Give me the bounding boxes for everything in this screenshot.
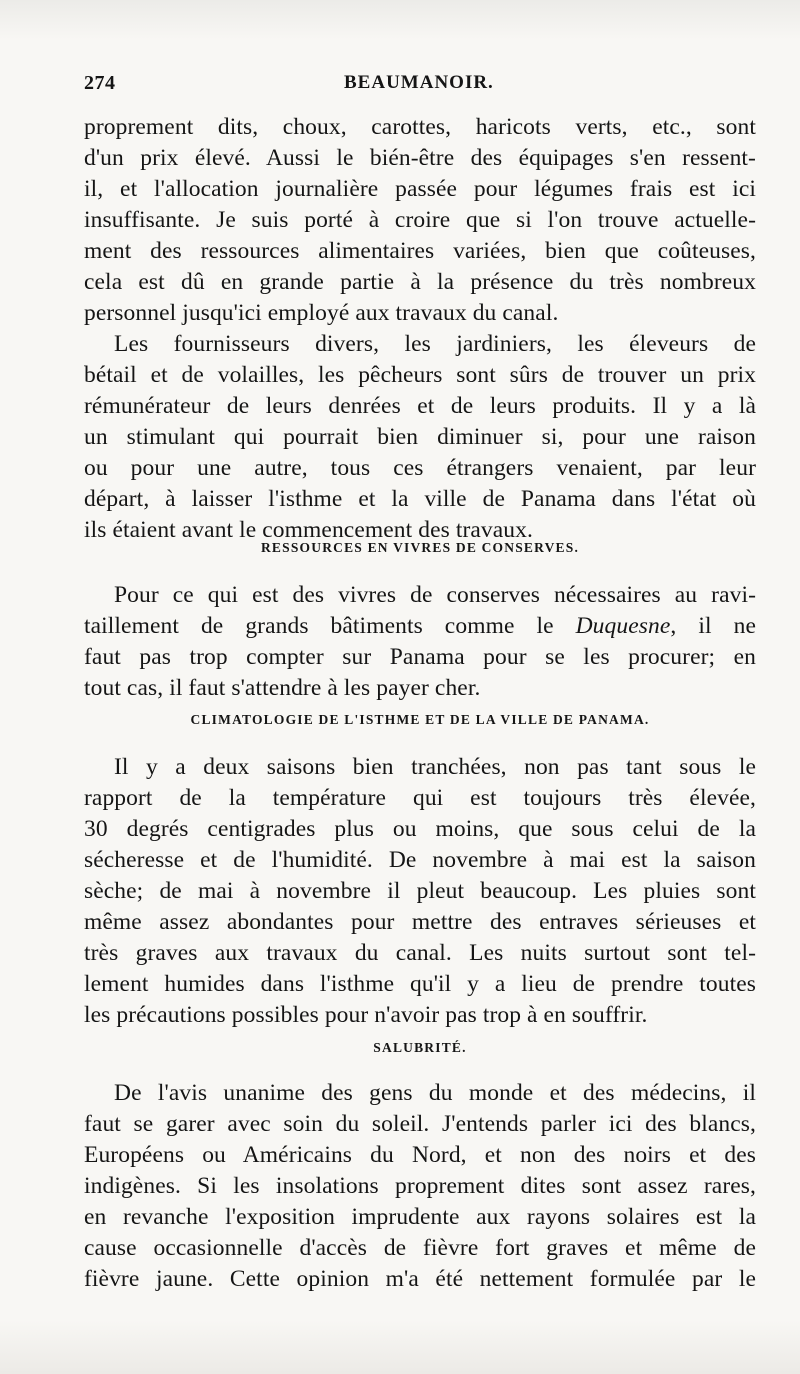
page-header bbox=[84, 72, 756, 100]
text-line: rémunérateur de leurs denrées et de leurs produits. Il y a là bbox=[84, 393, 756, 419]
text-line: faut pas trop compter sur Panama pour se les procurer; en bbox=[84, 644, 756, 670]
paragraph-5 bbox=[84, 1078, 756, 1295]
text-line: d'un prix élevé. Aussi le bién-être des équipages s'en ressent- bbox=[84, 145, 756, 171]
text-line: sécheresse et de l'humidité. De novembre à mai est la saison bbox=[84, 847, 756, 873]
paragraph-3 bbox=[84, 580, 756, 704]
text-line: ou pour une autre, tous ces étrangers venaient, par leur bbox=[84, 455, 756, 481]
text-line: 30 degrés centigrades plus ou moins, que sous celui de la bbox=[84, 816, 756, 842]
text-fragment: taillement de grands bâtiments comme le bbox=[84, 613, 576, 639]
text-line: cause occasionnelle d'accès de fièvre fort graves et même de bbox=[84, 1235, 756, 1261]
text-line: rapport de la température qui est toujours très élevée, bbox=[84, 785, 756, 811]
text-line: Les fournisseurs divers, les jardiniers, les éleveurs de bbox=[114, 331, 756, 357]
text-line: il, et l'allocation journalière passée pour légumes frais est ici bbox=[84, 176, 756, 202]
paragraph-1 bbox=[84, 112, 756, 329]
text-line: cela est dû en grande partie à la présence du très nombreux bbox=[84, 269, 756, 295]
text-line: Il y a deux saisons bien tranchées, non pas tant sous le bbox=[114, 754, 756, 780]
running-head: BEAUMANOIR. bbox=[344, 72, 494, 93]
paragraph-2 bbox=[84, 329, 756, 546]
ship-name: Duquesne bbox=[575, 613, 671, 639]
text-line: proprement dits, choux, carottes, haricots verts, etc., sont bbox=[84, 114, 756, 140]
text-fragment: , il ne bbox=[670, 613, 756, 639]
text-line: même assez abondantes pour mettre des entraves sérieuses et bbox=[84, 909, 756, 935]
text-line: les précautions possibles pour n'avoir pas trop à en souffrir. bbox=[84, 1002, 648, 1028]
text-line: insuffisante. Je suis porté à croire que si l'on trouve actuelle- bbox=[84, 207, 756, 233]
text-line: en revanche l'exposition imprudente aux rayons solaires est la bbox=[84, 1204, 756, 1230]
section-heading-conserves: RESSOURCES EN VIVRES DE CONSERVES. bbox=[260, 540, 580, 555]
text-line: tout cas, il faut s'attendre à les payer cher. bbox=[84, 675, 481, 701]
text-line: très graves aux travaux du canal. Les nuits surtout sont tel- bbox=[84, 940, 756, 966]
section-heading-climatologie: CLIMATOLOGIE DE L'ISTHME ET DE LA VILLE DE PANAMA. bbox=[190, 712, 650, 727]
page-number: 274 bbox=[84, 72, 116, 94]
text-line: Pour ce qui est des vivres de conserves nécessaires au ravi- bbox=[114, 582, 756, 608]
text-line: personnel jusqu'ici employé aux travaux du canal. bbox=[84, 300, 559, 326]
text-line bbox=[84, 611, 756, 642]
text-line: Européens ou Américains du Nord, et non des noirs et des bbox=[84, 1142, 756, 1168]
text-line: sèche; de mai à novembre il pleut beaucoup. Les pluies sont bbox=[84, 878, 756, 904]
paragraph-4 bbox=[84, 752, 756, 1031]
text-line: De l'avis unanime des gens du monde et des médecins, il bbox=[114, 1080, 756, 1106]
text-line: un stimulant qui pourrait bien diminuer si, pour une raison bbox=[84, 424, 756, 450]
text-line: bétail et de volailles, les pêcheurs sont sûrs de trouver un prix bbox=[84, 362, 756, 388]
text-line: fièvre jaune. Cette opinion m'a été nettement formulée par le bbox=[84, 1266, 756, 1292]
text-line: indigènes. Si les insolations proprement dites sont assez rares, bbox=[84, 1173, 756, 1199]
section-heading-salubrite: SALUBRITÉ. bbox=[373, 1040, 467, 1055]
text-line: faut se garer avec soin du soleil. J'entends parler ici des blancs, bbox=[84, 1111, 756, 1137]
text-line: ils étaient avant le commencement des travaux. bbox=[84, 517, 533, 543]
text-line: lement humides dans l'isthme qu'il y a lieu de prendre toutes bbox=[84, 971, 756, 997]
text-line: ment des ressources alimentaires variées, bien que coûteuses, bbox=[84, 238, 756, 264]
text-line: départ, à laisser l'isthme et la ville de Panama dans l'état où bbox=[84, 486, 756, 512]
